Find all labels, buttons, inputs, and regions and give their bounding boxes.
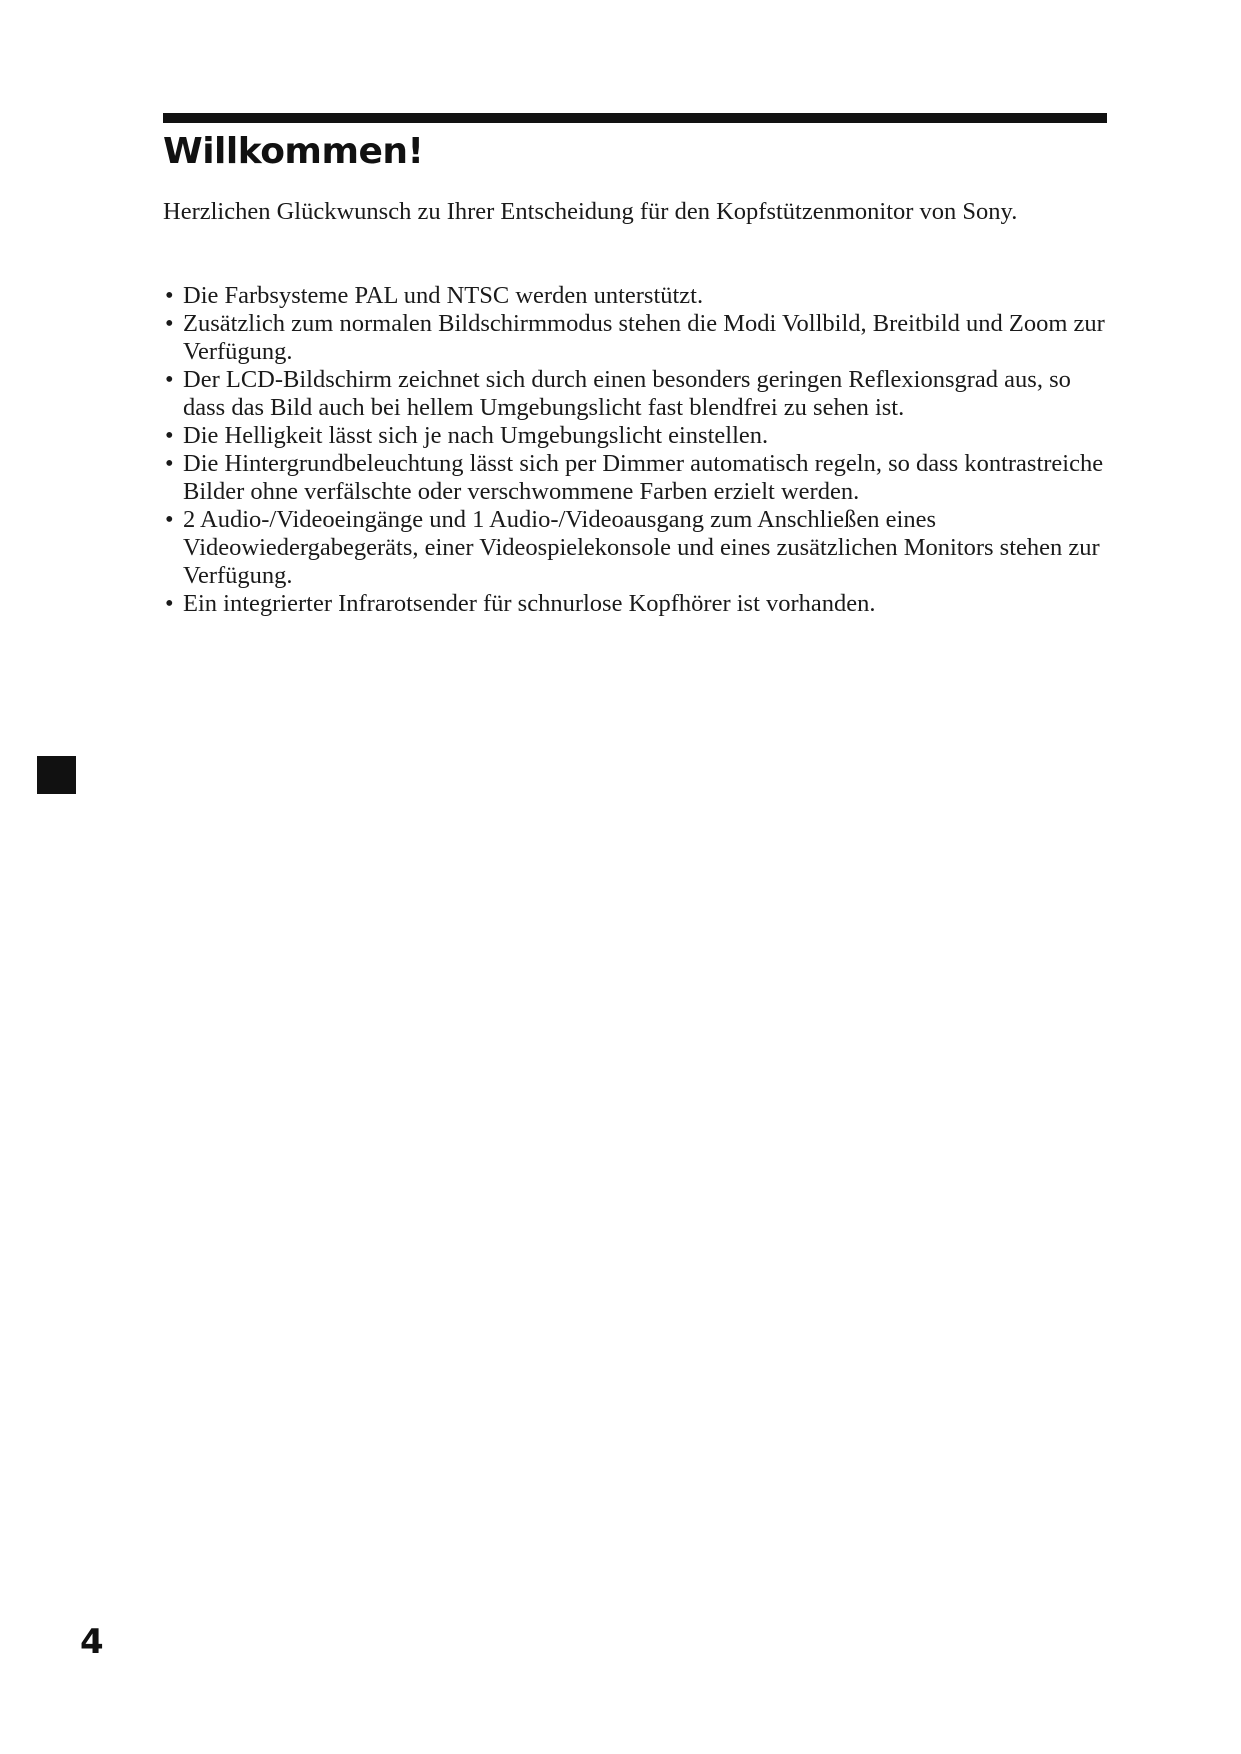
page-title: Willkommen! (163, 131, 424, 172)
section-header-rule (163, 113, 1107, 123)
list-item-text: Die Hintergrundbeleuchtung lässt sich per Dimmer automatisch regeln, so dass kontrastreiche Bilder ohne verfälschte oder verschwommene Farben erzielt werden. (183, 450, 1104, 505)
list-item-text: Die Farbsysteme PAL und NTSC werden unterstützt. (183, 282, 704, 309)
list-item (163, 282, 1108, 310)
list-item (163, 310, 1108, 366)
feature-list (163, 282, 1108, 618)
list-item (163, 590, 1108, 618)
list-item-text: Ein integrierter Infrarotsender für schnurlose Kopfhörer ist vorhanden. (183, 590, 876, 617)
list-item-text: Zusätzlich zum normalen Bildschirmmodus stehen die Modi Vollbild, Breitbild und Zoom zur Verfügung. (183, 310, 1105, 365)
bullet-icon: • (165, 310, 174, 337)
section-tab-marker (37, 756, 76, 794)
list-item (163, 422, 1108, 450)
page-number: 4 (80, 1622, 104, 1662)
bullet-icon: • (165, 282, 174, 309)
bullet-icon: • (165, 450, 174, 477)
list-item-text: Die Helligkeit lässt sich je nach Umgebungslicht einstellen. (183, 422, 769, 449)
list-item (163, 366, 1108, 422)
intro-paragraph: Herzlichen Glückwunsch zu Ihrer Entscheidung für den Kopfstützenmonitor von Sony. (163, 198, 1018, 225)
list-item-text: Der LCD-Bildschirm zeichnet sich durch einen besonders geringen Reflexionsgrad aus, so dass das Bild auch bei hellem Umgebungslicht fast blendfrei zu sehen ist. (183, 366, 1071, 421)
list-item-text: 2 Audio-/Videoeingänge und 1 Audio-/Videoausgang zum Anschließen eines Videowiedergabegeräts, einer Videospielekonsole und eines zusätzlichen Monitors stehen zur Verfügung. (183, 506, 1100, 589)
list-item (163, 506, 1108, 590)
list-item (163, 450, 1108, 506)
bullet-icon: • (165, 422, 174, 449)
bullet-icon: • (165, 590, 174, 617)
bullet-icon: • (165, 506, 174, 533)
bullet-icon: • (165, 366, 174, 393)
